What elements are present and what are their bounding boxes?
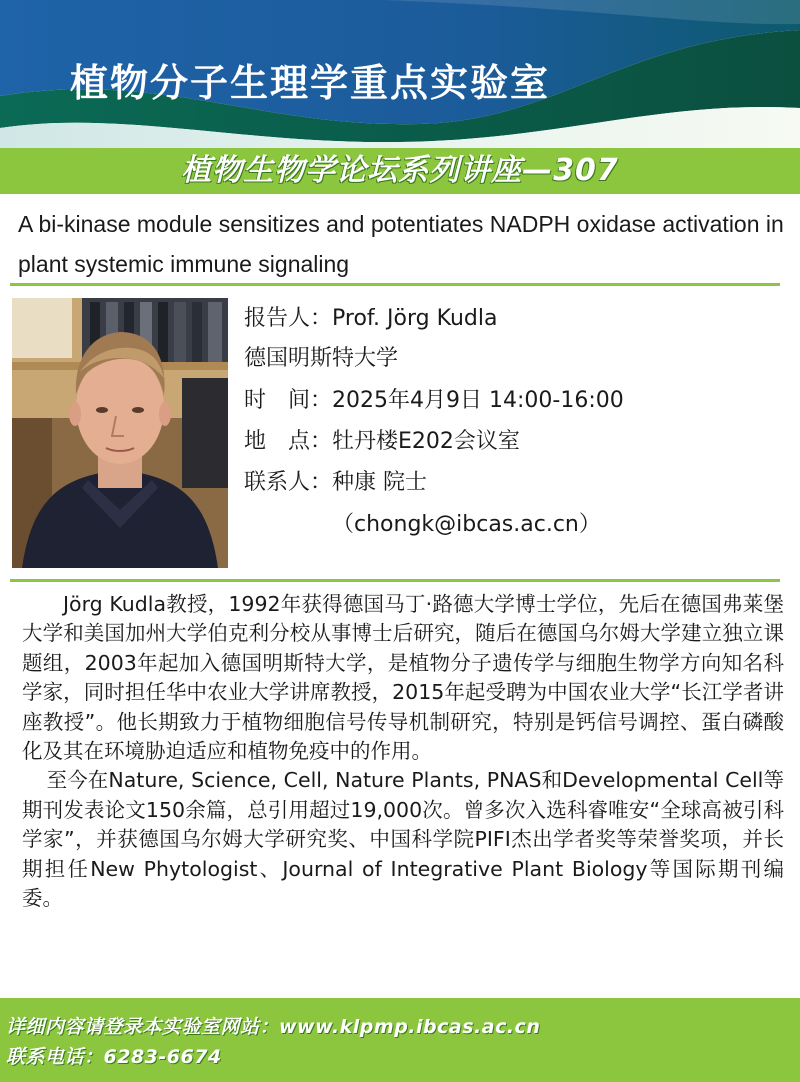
contact-email[interactable]: （chongk@ibcas.ac.cn） bbox=[332, 512, 601, 537]
lab-title: 植物分子生理学重点实验室 bbox=[70, 61, 551, 105]
website-line[interactable]: 详细内容请登录本实验室网站：www.klpmp.ibcas.ac.cn bbox=[6, 1016, 541, 1038]
place-label: 地 点： bbox=[244, 429, 333, 454]
speaker-line bbox=[244, 302, 497, 336]
affiliation: 德国明斯特大学 bbox=[244, 346, 399, 371]
talk-title: A bi-kinase module sensitizes and potentiates NADPH oxidase activation in plant systemic immune signaling bbox=[18, 211, 784, 277]
bio-paragraph: Jörg Kudla教授，1992年获得德国马丁·路德大学博士学位，先后在德国弗莱堡大学和美国加州大学伯克利分校从事博士后研究，随后在德国乌尔姆大学建立独立课题组，2003年起加入德国明斯特大学，是植物分子遗传学与细胞生物学方向知名科学家，同时担任华中农业大学讲席教授，2015年起受聘为中国农业大学“长江学者讲座教授”。他长期致力于植物细胞信号传导机制研究，特别是钙信号调控、蛋白磷酸化及其在环境胁迫适应和植物免疫中的作用。 bbox=[22, 592, 784, 764]
contact-line bbox=[244, 466, 427, 500]
speaker-photo bbox=[12, 298, 228, 568]
header-banner bbox=[0, 0, 800, 148]
speaker-name: Prof. Jörg Kudla bbox=[332, 306, 498, 331]
divider-rule bbox=[10, 579, 780, 582]
time-line bbox=[244, 384, 624, 418]
footer-banner bbox=[0, 998, 800, 1082]
place-line bbox=[244, 425, 520, 459]
speaker-bio bbox=[22, 590, 784, 913]
speaker-label: 报告人： bbox=[244, 306, 333, 331]
contact-label: 联系人： bbox=[244, 470, 333, 495]
time-value: 2025年4月9日 14:00-16:00 bbox=[332, 388, 624, 413]
bio-paragraph: 至今在Nature, Science, Cell, Nature Plants, PNAS和Developmental Cell等期刊发表论文150余篇，总引用超过19,000次。曾多次入选科睿唯安“全球高被引科学家”，并获德国乌尔姆大学研究奖、中国科学院PIFI杰出学者奖等荣誉奖项，并长期担任New Phytologist、Journal of Integrative Plant Biology等国际期刊编委。 bbox=[22, 768, 784, 911]
contact-email-line bbox=[332, 508, 601, 542]
place-value: 牡丹楼E202会议室 bbox=[332, 429, 520, 454]
affiliation-line bbox=[244, 342, 398, 376]
phone-line: 联系电话：6283-6674 bbox=[6, 1046, 222, 1068]
time-label: 时 间： bbox=[244, 388, 333, 413]
series-title: 植物生物学论坛系列讲座—307 bbox=[181, 153, 619, 188]
series-banner bbox=[0, 148, 800, 194]
contact-name: 种康 院士 bbox=[332, 470, 428, 495]
divider-rule bbox=[10, 283, 780, 286]
